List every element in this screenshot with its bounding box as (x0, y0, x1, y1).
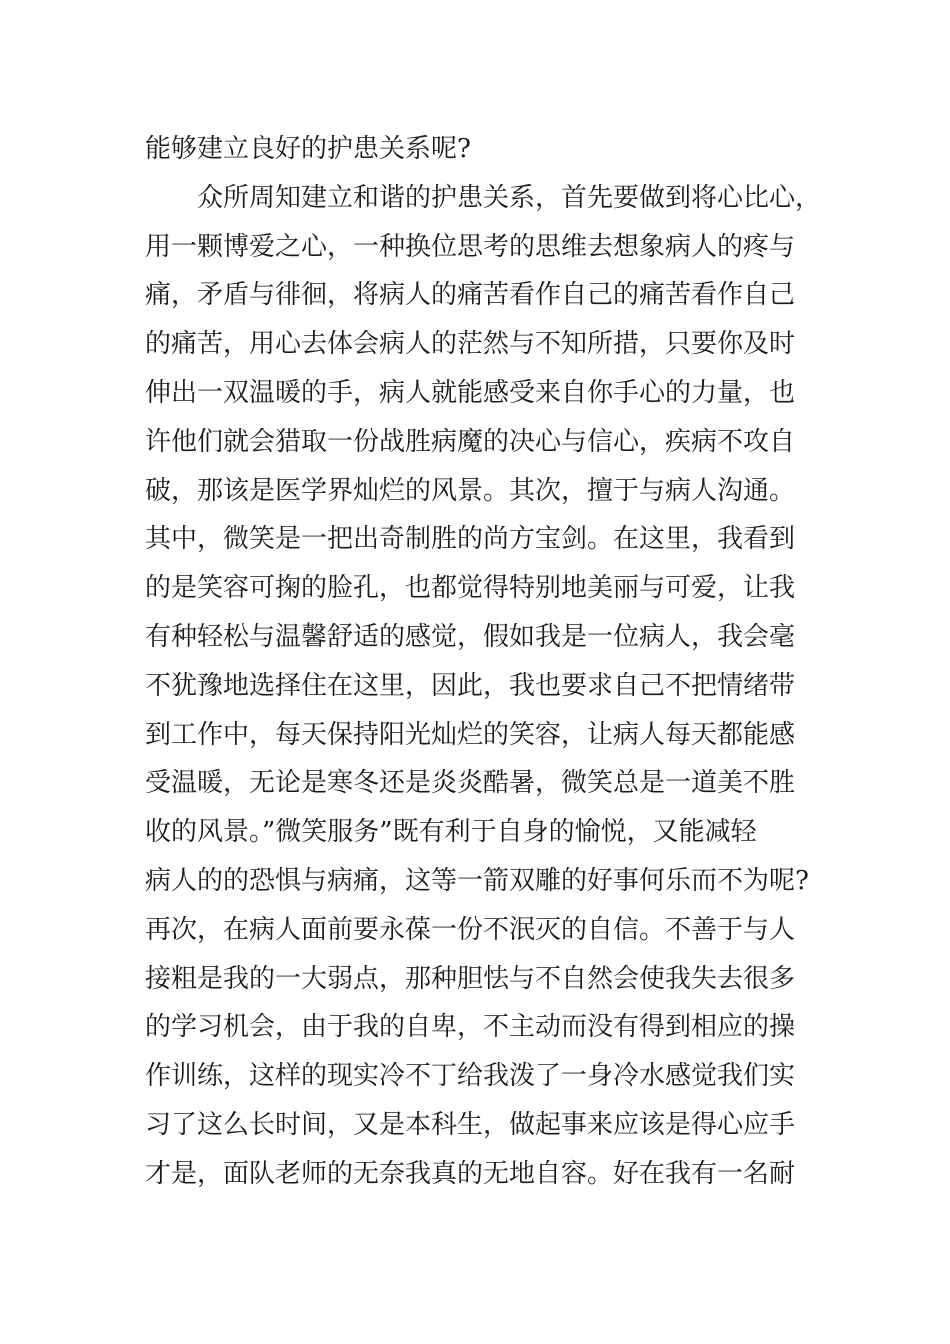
text-line: 其中，微笑是一把出奇制胜的尚方宝剑。在这里，我看到 (145, 524, 796, 555)
body-text (145, 125, 822, 1199)
text-line: 有种轻松与温馨舒适的感觉，假如我是一位病人，我会毫 (145, 621, 796, 652)
text-line: 作训练，这样的现实冷不丁给我泼了一身冷水感觉我们实 (145, 1061, 796, 1092)
text-line: 的是笑容可掬的脸孔，也都觉得特别地美丽与可爱，让我 (145, 573, 796, 604)
text-line: 破，那该是医学界灿烂的风景。其次，擅于与病人沟通。 (145, 475, 796, 506)
text-line: 病人的的恐惧与病痛，这等一箭双雕的好事何乐而不为呢? (145, 865, 809, 896)
text-line: 用一颗博爱之心，一种换位思考的思维去想象病人的疼与 (145, 231, 796, 262)
text-line: 习了这么长时间，又是本科生，做起事来应该是得心应手 (145, 1109, 796, 1140)
text-line: 不犹豫地选择住在这里，因此，我也要求自己不把情绪带 (145, 670, 796, 701)
text-line: 许他们就会猎取一份战胜病魔的决心与信心，疾病不攻自 (145, 426, 796, 457)
text-line: 痛，矛盾与徘徊，将病人的痛苦看作自己的痛苦看作自己 (145, 280, 796, 311)
text-line: 的学习机会，由于我的自卑，不主动而没有得到相应的操 (145, 1012, 796, 1043)
text-line: 能够建立良好的护患关系呢? (145, 134, 471, 164)
text-line: 到工作中，每天保持阳光灿烂的笑容，让病人每天都能感 (145, 719, 796, 750)
text-line: 的痛苦，用心去体会病人的茫然与不知所措，只要你及时 (145, 329, 796, 360)
text-line: 收的风景。”微笑服务”既有利于自身的愉悦，又能减轻 (145, 817, 757, 848)
text-line: 再次，在病人面前要永葆一份不泯灭的自信。不善于与人 (145, 914, 796, 945)
text-line: 接粗是我的一大弱点，那种胆怯与不自然会使我失去很多 (145, 963, 796, 994)
paragraph-start-line: 众所周知建立和谐的护患关系，首先要做到将心比心， (197, 182, 822, 213)
text-line: 受温暖，无论是寒冬还是炎炎酷暑，微笑总是一道美不胜 (145, 768, 796, 799)
text-line: 才是，面队老师的无奈我真的无地自容。好在我有一名耐 (145, 1158, 796, 1189)
text-line: 伸出一双温暖的手，病人就能感受来自你手心的力量，也 (145, 377, 796, 408)
